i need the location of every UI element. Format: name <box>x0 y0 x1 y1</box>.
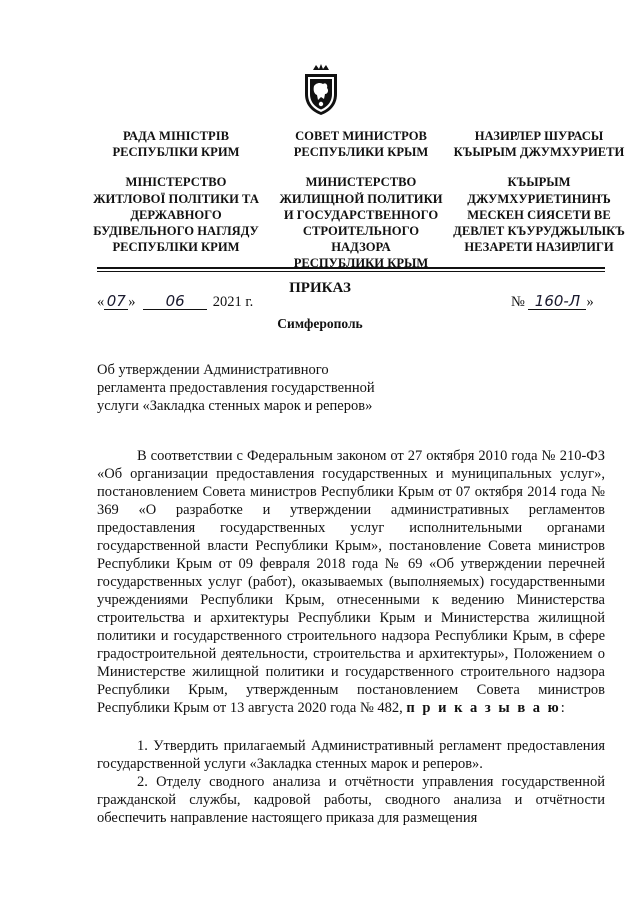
order-number <box>511 294 594 311</box>
ministry-name-line: КЪЫРЫМ <box>507 175 571 190</box>
order-body <box>97 447 605 827</box>
ministry-name-line: НЕЗАРЕТИ НАЗИРЛИГИ <box>464 240 614 255</box>
number-handwritten: 160-Л <box>528 294 586 310</box>
city-name: Симферополь <box>277 316 363 331</box>
order-date <box>97 294 253 311</box>
ministry-name-line: НАДЗОРА <box>331 240 391 255</box>
council-name-line: СОВЕТ МИНИСТРОВ <box>295 129 427 143</box>
subject-line: услуги «Закладка стенных марок и реперов» <box>97 398 373 414</box>
document-type-title: ПРИКАЗ <box>289 280 351 296</box>
council-name-line: КЪЫРЫМ ДЖУМХУРИЕТИ <box>453 145 625 160</box>
subject-line: регламента предоставления государственной <box>97 380 375 396</box>
council-name-line: РАДА МІНІСТРІВ <box>122 129 230 143</box>
number-close-quote: » <box>586 294 594 310</box>
ministry-name-line: И ГОСУДАРСТВЕННОГО <box>283 207 439 222</box>
header-divider-thick <box>97 267 605 269</box>
header-divider-thin <box>97 271 605 272</box>
date-month-handwritten: 06 <box>143 294 207 310</box>
ministry-name-line: ДЕРЖАВНОГО <box>130 207 222 222</box>
order-item-1: 1. Утвердить прилагаемый Административный регламент предоставления государственной услуги «Закладка стенных марок и реперов». <box>97 738 605 772</box>
preamble-end: : <box>560 700 565 716</box>
subject-line: Об утверждении Административного <box>97 362 329 378</box>
ministry-name-line: РЕСПУБЛИКИ КРЫМ <box>293 256 429 271</box>
ministry-name-line: МИНИСТЕРСТВО <box>305 175 417 190</box>
header-column-russian <box>272 128 450 272</box>
council-name-line: РЕСПУБЛІКИ КРИМ <box>112 145 240 160</box>
ministry-name-line: БУДІВЕЛЬНОГО НАГЛЯДУ <box>93 224 259 239</box>
order-subject <box>97 361 417 415</box>
date-open-quote: « <box>97 294 105 310</box>
ministry-name-line: ДЕВЛЕТ КЪУРУДЖЫЛЫКЪ <box>453 224 625 239</box>
header-column-ukrainian <box>87 128 265 255</box>
ministry-name-line: ДЖУМХУРИЕТИНИНЪ <box>467 191 611 206</box>
crimea-coat-of-arms-icon <box>299 64 343 116</box>
council-name-line: РЕСПУБЛИКИ КРЫМ <box>293 145 429 160</box>
preamble-text: В соответствии с Федеральным законом от 27 октября 2010 года № 210-ФЗ «Об организации предоставления государственных и муниципальных услуг», постановлением Совета министров Республики Крым от 07 октября 2014 года № 369 «О разработке и утверждении административных регламентов предоставления государственных услуг исполнительными органами государственной власти Республики Крым», постановление Совета министров Республики Крым от 09 февраля 2018 года № 69 «Об утверждении перечней государственных услуг (работ), оказываемых (выполняемых) государственными учреждениями Республики Крым, отнесенными к ведению Министерства строительства и архитектуры Республики Крым и Министерства жилищной политики и государственного строительного надзора Республики Крым, в сфере градостроительной деятельности, строительства и архитектуры», Положением о Министерстве жилищной политики и государственного строительного надзора Республики Крым, утвержденным постановлением Совета министров Республики Крым от 13 августа 2020 года № 482, <box>97 448 605 716</box>
ministry-name-line: МІНІСТЕРСТВО <box>125 175 227 190</box>
ministry-name-line: ЖИЛИЩНОЙ ПОЛИТИКИ <box>279 191 443 206</box>
header-column-crimean-tatar <box>450 128 628 255</box>
order-item-2: 2. Отделу сводного анализа и отчётности управления государственной гражданской службы, кадровой работы, сводного анализа и отчётности обеспечить направление настоящего приказа для размещения <box>97 774 605 826</box>
ministry-name-line: МЕСКЕН СИЯСЕТИ ВЕ <box>467 207 611 222</box>
ministry-name-line: ЖИТЛОВОЇ ПОЛІТИКИ ТА <box>93 191 259 206</box>
order-action-word: п р и к а з ы в а ю <box>406 700 561 716</box>
preamble-paragraph <box>97 447 605 717</box>
council-name-line: НАЗИРЛЕР ШУРАСЫ <box>474 129 604 143</box>
ministry-name-line: СТРОИТЕЛЬНОГО <box>302 224 420 239</box>
number-prefix: № <box>511 294 525 310</box>
ministry-name-line: РЕСПУБЛІКИ КРИМ <box>112 240 240 255</box>
date-year: 2021 г. <box>212 294 254 310</box>
date-close-quote: » <box>128 294 136 310</box>
date-day-handwritten: 07 <box>104 294 128 310</box>
